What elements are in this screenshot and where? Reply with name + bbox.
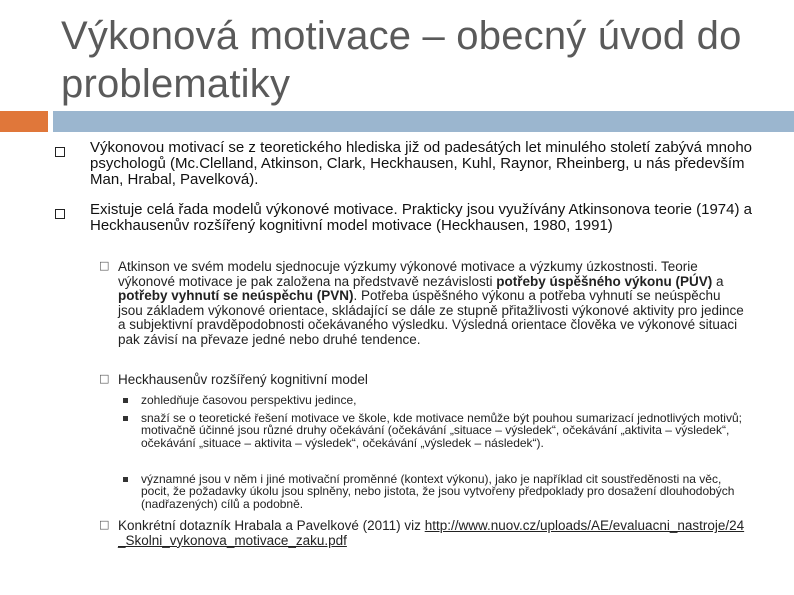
sub-bullet-text bbox=[118, 519, 748, 548]
small-square-bullet-icon bbox=[123, 477, 128, 482]
text-run: . Potřeba úspěšného výkonu a potřeba vyhnutí se neúspěchu jsou základem výkonové orientace, skládající se dále ze stupně přitažlivosti výkonové aktivity pro jedince a subjektivní pravděpodobnosti očekávaného výsledku. Výsledná orientace člověka ve výkonové situaci pak závisí na převaze jedné nebo druhé tendence. bbox=[118, 288, 744, 347]
questionnaire-link[interactable]: http://www.nuov.cz/uploads/AE/evaluacni_nastroje/24_Skolni_vykonova_motivace_zaku.pdf bbox=[118, 518, 745, 548]
sub-bullet-icon: □ bbox=[99, 259, 110, 272]
bullet-text: Výkonovou motivací se z teoretického hlediska již od padesátých let minulého století zabývá mnoho psychologů (Mc.Clelland, Atkinson, Clark, Heckhausen, Kuhl, Raynor, Rheinberg, u nás především Man, Hrabal, Pavelková). bbox=[90, 139, 753, 188]
sub-bullet-icon: □ bbox=[99, 372, 110, 385]
square-bullet-icon bbox=[55, 209, 65, 219]
bullet-text: Existuje celá řada modelů výkonové motivace. Prakticky jsou využívány Atkinsonova teorie (1974) a Heckhausenův rozšířený kognitivní model motivace (Heckhausen, 1980, 1991) bbox=[90, 201, 752, 234]
slide-title: Výkonová motivace – obecný úvod do problematiky bbox=[61, 14, 742, 106]
sub-bullet-icon: □ bbox=[99, 518, 110, 531]
text-run: Konkrétní dotazník Hrabala a Pavelkové (2011) viz bbox=[118, 518, 421, 533]
emphasis-puv: potřeby úspěšného výkonu (PÚV) bbox=[496, 273, 713, 289]
text-run: Atkinson ve svém modelu sjednocuje výzkumy výkonové motivace a výzkumy úzkostnosti. Teorie výkonové motivace je pak založena na předstvavě nezávislosti bbox=[118, 259, 698, 289]
sub-sub-bullet-text: významné jsou v něm i jiné motivační proměnné (kontext výkonu), jako je například cit soustředěnosti na věc, pocit, že požadavky úkolu jsou splněny, nebo jistota, že jsou vytvořeny předpoklady pro dosažení dlouhodobých (nadřazených) cílů a podobně. bbox=[141, 472, 735, 511]
small-square-bullet-icon bbox=[123, 416, 128, 421]
accent-bar-orange bbox=[0, 111, 48, 132]
square-bullet-icon bbox=[55, 147, 65, 157]
sub-bullet-text bbox=[118, 260, 748, 348]
emphasis-pvn: potřeby vyhnutí se neúspěchu (PVN) bbox=[118, 288, 354, 304]
text-run: a bbox=[712, 273, 724, 289]
small-square-bullet-icon bbox=[123, 398, 128, 403]
sub-sub-bullet-text: zohledňuje časovou perspektivu jedince, bbox=[141, 393, 357, 407]
sub-sub-bullet-text: snaží se o teoretické řešení motivace ve škole, kde motivace nemůže být pouhou sumarizací jednotlivých motivů; motivačně účinné jsou různé druhy očekávání (očekávání „situace – výsledek“, očekávání „aktivita – výsledek“, očekávání „situace – aktivita – výsledek“, očekávání „výsledek – následek“). bbox=[141, 411, 742, 450]
sub-bullet-text: Heckhausenův rozšířený kognitivní model bbox=[118, 372, 368, 387]
accent-bar-blue bbox=[53, 111, 794, 132]
